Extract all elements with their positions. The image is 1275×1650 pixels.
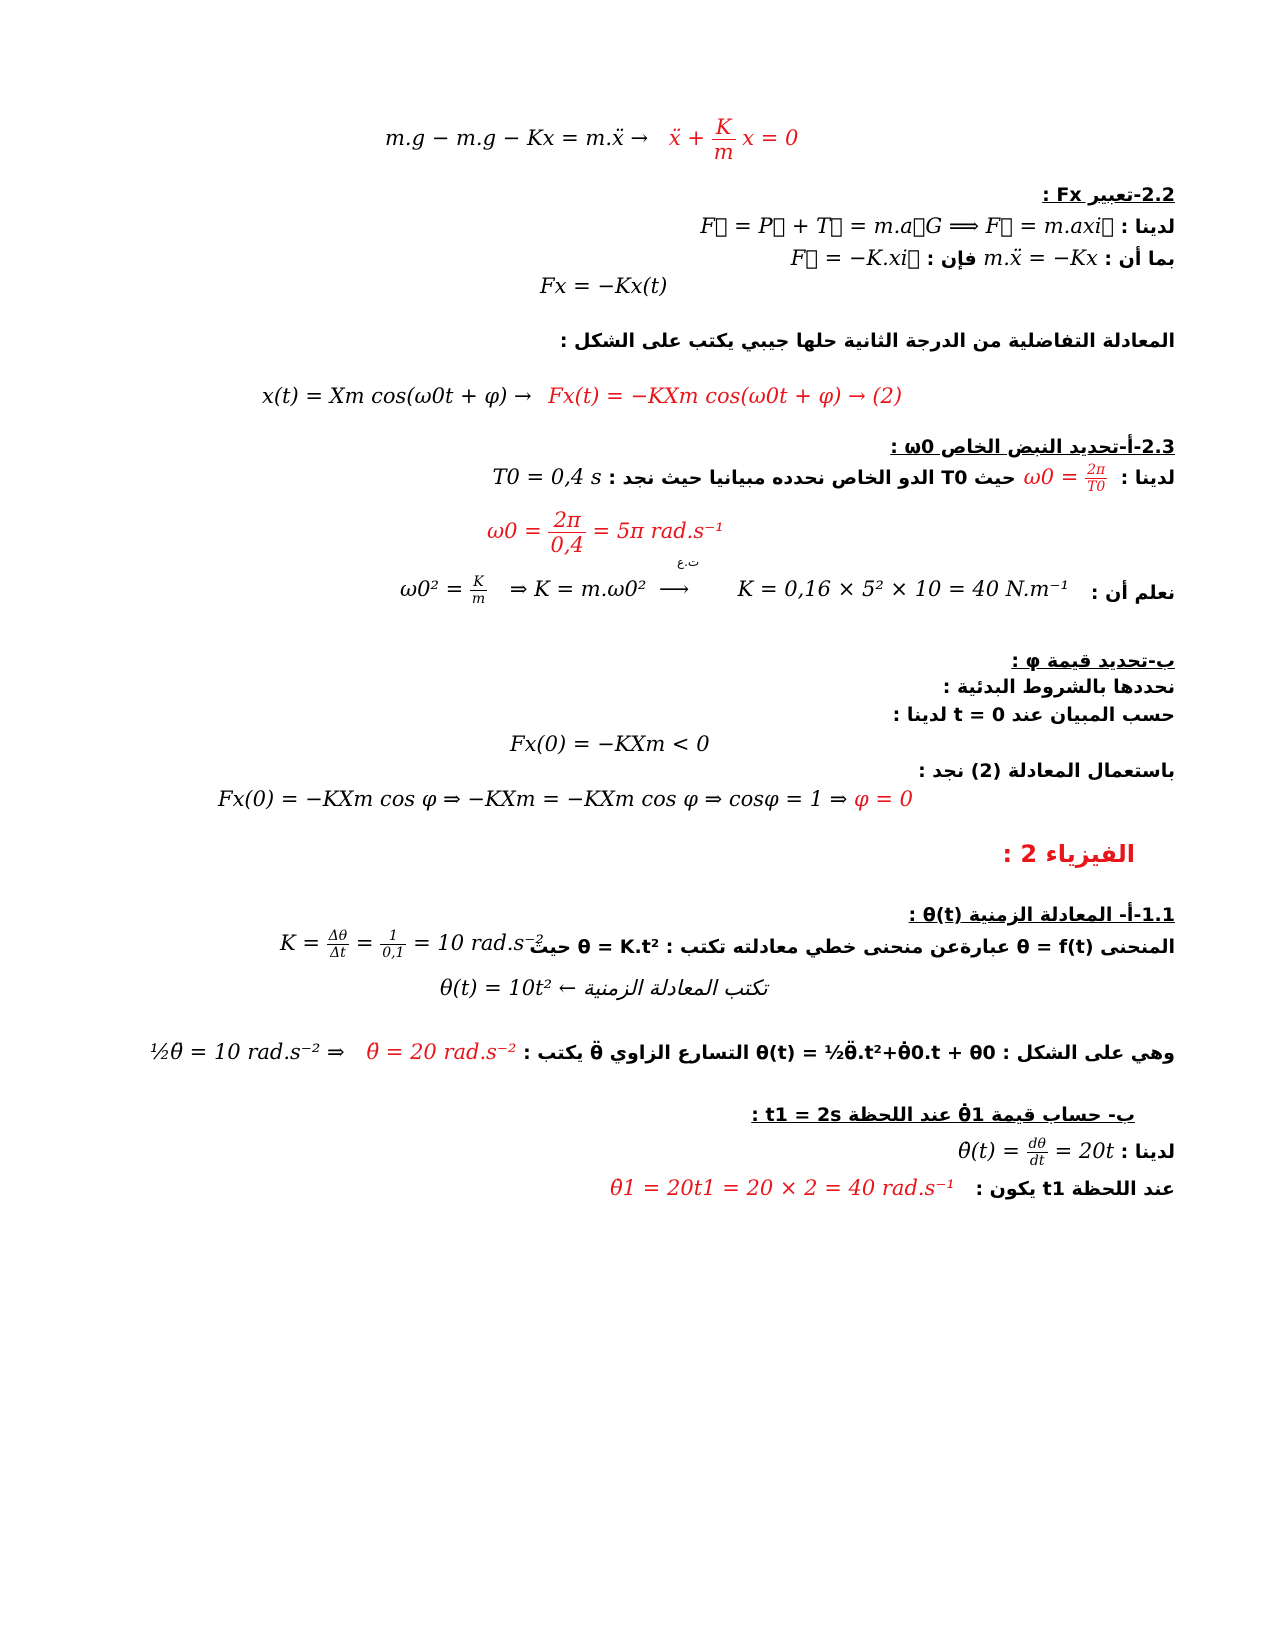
phi-line2: حسب المبيان عند t = 0 لدينا : [892,704,1175,726]
diff-eq-text: المعادلة التفاضلية من الدرجة الثانية حلها جيبي يكتب على الشكل : [559,330,1175,352]
sb-line2 [610,1176,1175,1200]
s11-l3-left: ½θ̈ = 10 rad.s⁻² ⇒ [150,1040,345,1064]
s11-n1: Δθ [328,928,348,944]
s23-l1-ar2: حيث T0 الدو الخاص نحدده مبيانيا حيث نجد : [608,467,1016,489]
w0-num: 2π [548,508,585,533]
s22-title: 2.2-تعبير Fx : [1042,184,1175,206]
phi-line3: باستعمال المعادلة (2) نجد : [918,760,1175,782]
s22-line2 [791,246,1175,270]
s23-line1 [493,462,1175,495]
phi-line1: نحددها بالشروط البدئية : [942,676,1175,698]
s22-l2-ar: بما أن : [1104,248,1175,270]
sb-l2-ar: عند اللحظة t1 يكون : [975,1178,1175,1200]
s22-l2-eq2: F⃗ = −K.xi⃗ [790,246,921,270]
s22-l2-ar2: فإن : [926,248,977,270]
eq-top-ra: ẍ + [668,126,705,150]
solution-eq [262,384,902,408]
arrow-icon: ت.ع ⟶ [658,555,700,601]
sb-l1-frac [1027,1136,1048,1169]
w0-den: 0,4 [550,533,584,557]
s11-d1: Δt [330,945,346,961]
sol-black: x(t) = Xm cos(ω0t + φ) → [262,384,532,408]
s11-line3 [366,1040,1175,1064]
s11-k-eq: K = $\frac{\Delta\theta}{\Delta t}$ = $\frac{1}{0,1}$ = 10 rad.s⁻² [280,928,544,961]
know-c: K = 0,16 × 5² × 10 = 40 N.m⁻¹ [737,577,1069,601]
s11-n2: 1 [380,928,406,945]
phi-eq2-black: Fx(0) = −KXm cos φ ⇒ −KXm = −KXm cos φ ⇒ cosφ = 1 ⇒ [218,787,848,811]
s23-l1-eq: T0 = 0,4 s [492,465,602,489]
s23-l1-den: T0 [1087,479,1106,495]
s23-l1-frac [1085,462,1107,495]
know-frac [470,574,487,607]
eq-top-num: K [712,115,736,140]
eq-top-rb: x = 0 [742,126,799,150]
phi-title: ب-تحديد قيمة φ : [1011,650,1175,672]
s11-k: K = [280,931,320,955]
sb-l1-den: dt [1029,1153,1045,1169]
s22-l2-eq: m.ẍ = −Kx [983,246,1098,270]
sol-red: Fx(t) = −KXm cos(ω0t + φ) → (2) [548,384,903,408]
s23-l1-w-eq [1023,462,1114,495]
eq-top-right [668,115,799,164]
s11-frac2 [380,928,406,961]
phi-eq2 [218,787,913,811]
s11-d2: 0,1 [382,945,405,961]
sb-l1-ar: لدينا : [1120,1141,1175,1163]
s11-line1 [529,936,1175,958]
sb-line1 [958,1136,1175,1169]
s11-l1-ar: المنحنى θ = f(t) عبارةعن منحنى خطي معادلته تكتب : θ = K.t² حيث [529,936,1175,958]
arrow-label: ت.ع [676,555,700,569]
sb-title: ب- حساب قيمة θ̇1 عند اللحظة t1 = 2s : [751,1104,1135,1126]
know-eq [400,555,1069,607]
know-num: K [470,574,487,591]
w0-frac [548,508,585,557]
s23-l1-num: 2π [1085,462,1107,479]
s11-frac1 [327,928,350,961]
eq-top-den: m [713,140,734,164]
s22-l1-eq: F⃗ = P⃗ + T⃗ = m.a⃗G ⟹ F⃗ = m.axi⃗ [700,214,1115,238]
sb-l1-b: = 20t [1054,1139,1115,1163]
phi-eq2-red: φ = 0 [854,787,914,811]
s22-l1-ar: لدينا : [1120,216,1175,238]
s11-end: = 10 rad.s⁻² [413,931,544,955]
sb-l1-eq [958,1136,1115,1169]
know-b: ⇒ K = m.ω0² [509,577,647,601]
s23-title: 2.3-أ-تحديد النبض الخاص ω0 : [890,436,1175,458]
know-den: m [471,591,486,607]
sb-l1-num: dθ [1028,1136,1046,1152]
phi-eq1: Fx(0) = −KXm < 0 [510,732,710,756]
w0-result [487,508,724,557]
eq-top [385,115,798,164]
s22-line1 [700,214,1175,238]
physics2-title: الفيزياء 2 : [1002,840,1135,868]
s23-l1-w: ω0 = [1023,465,1079,489]
sb-l2-red: θ̇1 = 20t1 = 20 × 2 = 40 rad.s⁻¹ [610,1176,955,1200]
s11-title: 1.1-أ- المعادلة الزمنية θ(t) : [908,904,1175,926]
s11-l3-ar: وهي على الشكل : θ(t) = ½θ̈.t²+θ̇0.t + θ0 التسارع الزاوي θ̈ يكتب : [523,1042,1175,1064]
eq-top-left: m.g − m.g − Kx = m.ẍ → [385,126,649,150]
sb-l1-a: θ̇(t) = [958,1139,1020,1163]
s11-line2: θ(t) = 10t² ← تكتب المعادلة الزمنية [440,976,768,1000]
w0-a: ω0 = [487,519,542,543]
eq-top-frac [712,115,736,164]
s11-l3-red: θ̈ = 20 rad.s⁻² [366,1040,517,1064]
s22-result: Fx = −Kx(t) [540,274,668,298]
know-ar: نعلم أن : [1090,582,1175,604]
w0-b: = 5π rad.s⁻¹ [592,519,724,543]
know-w: ω0² = [400,577,464,601]
s23-l1-ar: لدينا : [1120,467,1175,489]
